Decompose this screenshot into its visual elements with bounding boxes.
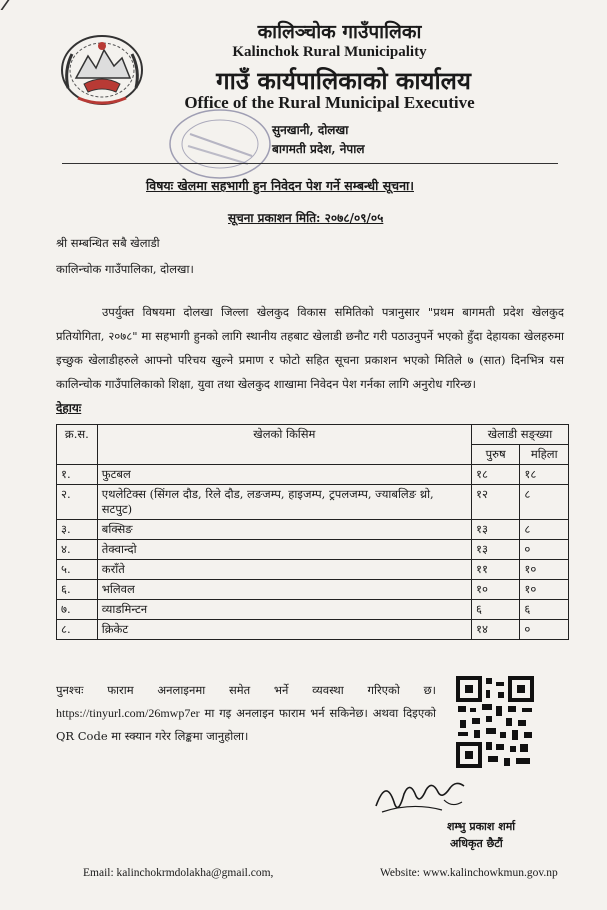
publication-date: सूचना प्रकाशन मिति: २०७८/०९/०५ [228, 211, 384, 225]
row-male: १३ [471, 520, 519, 540]
row-sport: बक्सिङ [97, 520, 471, 540]
header-male: पुरुष [471, 445, 519, 465]
contact-website[interactable]: Website: www.kalinchowkmun.gov.np [380, 867, 558, 879]
row-female: ८ [520, 485, 569, 520]
office-stamp [166, 104, 274, 182]
form-link[interactable]: https://tinyurl.com/26mwp7er [56, 706, 200, 720]
sports-table [56, 424, 569, 640]
table-row [57, 600, 569, 620]
row-male: ६ [471, 600, 519, 620]
signature-mark [372, 772, 482, 820]
row-male: १२ [471, 485, 519, 520]
row-female: १० [520, 580, 569, 600]
footer-note [56, 679, 436, 748]
table-row [57, 620, 569, 640]
table-row [57, 520, 569, 540]
table-row [57, 580, 569, 600]
table-row [57, 485, 569, 520]
dehaya-label: देहायः [56, 401, 82, 415]
row-sport: कराँते [97, 560, 471, 580]
row-sport: व्याडमिन्टन [97, 600, 471, 620]
address-line-2: बागमती प्रदेश, नेपाल [272, 142, 365, 156]
row-sport: तेक्वान्दो [97, 540, 471, 560]
row-sn: ३. [57, 520, 98, 540]
row-sn: ४. [57, 540, 98, 560]
row-sport: भलिवल [97, 580, 471, 600]
addressee-line-2: कालिन्चोक गाउँपालिका, दोलखा। [56, 262, 194, 276]
municipality-name-en: Kalinchok Rural Municipality [232, 44, 427, 60]
signatory-name: शम्भु प्रकाश शर्मा [447, 820, 516, 833]
row-female: १८ [520, 465, 569, 485]
qr-code-icon[interactable] [456, 676, 534, 768]
row-male: १० [471, 580, 519, 600]
row-sn: ५. [57, 560, 98, 580]
table-row [57, 560, 569, 580]
row-sn: १. [57, 465, 98, 485]
header-sport: खेलको किसिम [97, 425, 471, 465]
contact-email[interactable]: Email: kalinchokrmdolakha@gmail.com, [83, 867, 274, 879]
header-sn: क्र.स. [57, 425, 98, 465]
subject-line: विषयः खेलमा सहभागी हुन निवेदन पेश गर्ने सम्बन्धी सूचना। [146, 178, 414, 193]
header-divider [62, 163, 558, 164]
row-sport: एथलेटिक्स (सिंगल दौड, रिले दौड, लङजम्प, हाइजम्प, ट्रपलजम्प, ज्याबलिङ थ्रो, सटपुट) [97, 485, 471, 520]
row-male: १३ [471, 540, 519, 560]
header-female: महिला [520, 445, 569, 465]
row-sport: फुटबल [97, 465, 471, 485]
row-sn: ७. [57, 600, 98, 620]
footer-note-suffix: मा गइ अनलाइन फाराम भर्न सकिनेछ। अथवा दिइएको QR Code मा स्क्यान गरेर लिङ्कमा जानुहोला। [56, 706, 437, 743]
row-sn: २. [57, 485, 98, 520]
signatory-title: अधिकृत छैटौं [450, 837, 503, 850]
office-name-en: Office of the Rural Municipal Executive [184, 93, 475, 112]
header-player-count: खेलाडी सङ्ख्या [471, 425, 568, 445]
row-sport: क्रिकेट [97, 620, 471, 640]
addressee-line-1: श्री सम्बन्धित सबै खेलाडी [56, 236, 160, 250]
row-male: १८ [471, 465, 519, 485]
notice-body-text: उपर्युक्त विषयमा दोलखा जिल्ला खेलकुद विकास समितिको पत्रानुसार "प्रथम बागमती प्रदेश खेलकुद प्रतियोगिता, २०७८" मा सहभागी हुनको लागि स्थानीय तहबाट खेलाडी छनौट गरी पठाउनुपर्ने भएको हुँदा देहायका खेलहरुमा इच्छुक खेलाडीहरुले आफ्नो परिचय खुल्ने प्रमाण र फोटो सहित सूचना प्रकाशन भएको मितिले ७ (सात) दिनभित्र यस कालिन्चोक गाउँपालिकाको शिक्षा, युवा तथा खेलकुद शाखामा निवेदन पेश गर्नका लागि अनुरोध गरिन्छ। [56, 305, 564, 391]
row-sn: ६. [57, 580, 98, 600]
office-name-np: गाउँ कार्यपालिकाको कार्यालय [216, 66, 471, 95]
row-female: ० [520, 540, 569, 560]
row-sn: ८. [57, 620, 98, 640]
corner-mark [0, 0, 23, 10]
footer-note-prefix: पुनश्चः फाराम अनलाइनमा समेत भर्ने व्यवस्था गरिएको छ। [56, 683, 436, 697]
row-female: ६ [520, 600, 569, 620]
table-row [57, 540, 569, 560]
table-row [57, 465, 569, 485]
address-line-1: सुनखानी, दोलखा [272, 123, 349, 137]
municipality-name-np: कालिञ्चोक गाउँपालिका [257, 21, 422, 43]
row-female: १० [520, 560, 569, 580]
row-male: ११ [471, 560, 519, 580]
row-female: ० [520, 620, 569, 640]
row-male: १४ [471, 620, 519, 640]
notice-body [56, 300, 564, 396]
row-female: ८ [520, 520, 569, 540]
